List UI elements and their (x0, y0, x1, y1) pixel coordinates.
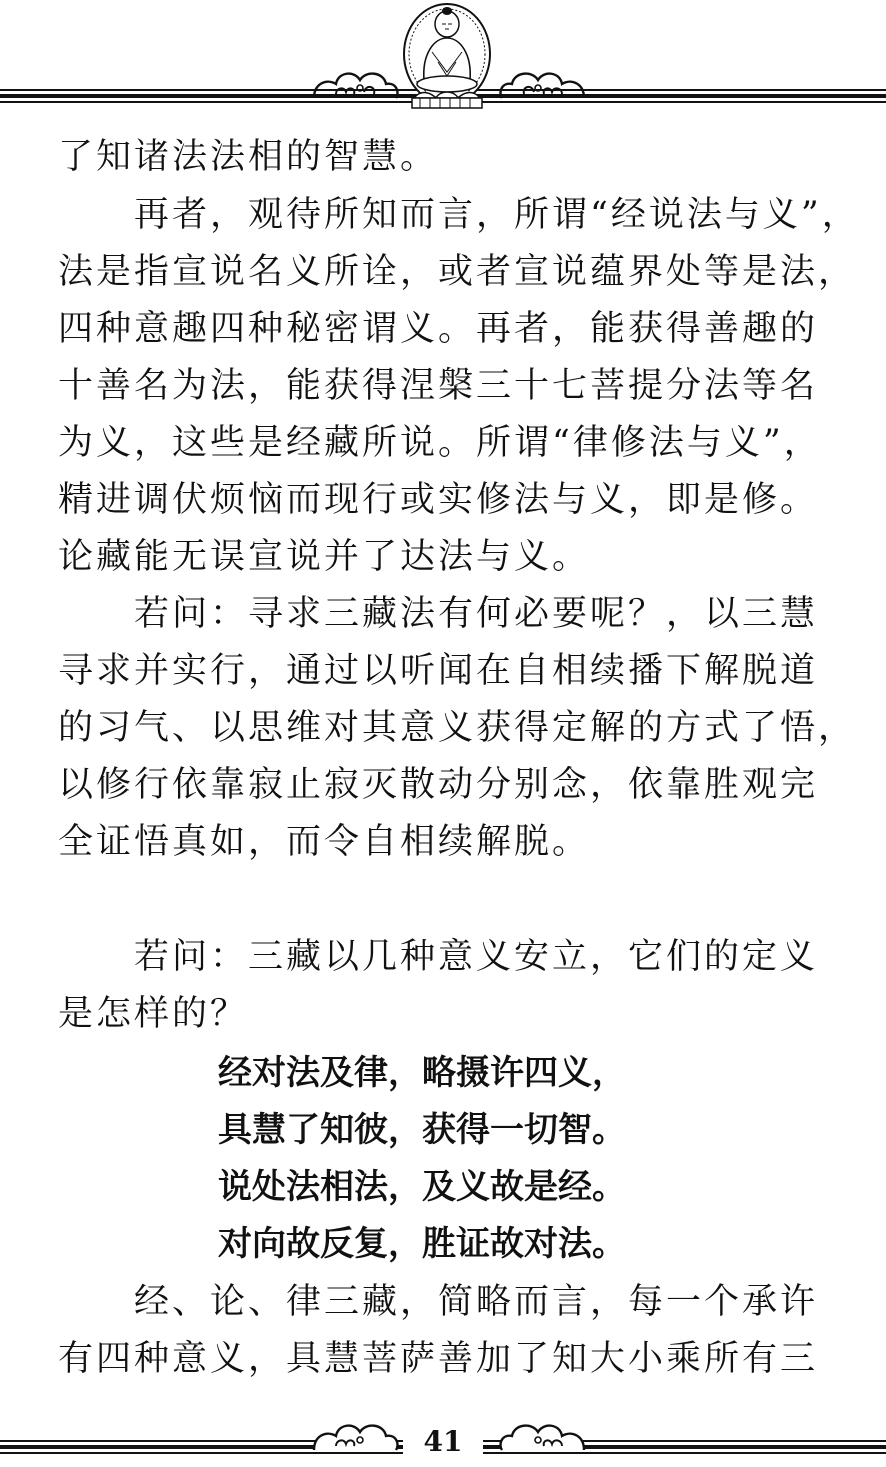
text-line: 了知诸法法相的智慧。 (58, 137, 439, 177)
text-line: 论藏能无误宣说并了达法与义。 (58, 537, 591, 577)
text-line: 四种意趣四种秘密谓义。再者，能获得善趣的 (58, 309, 819, 349)
verse-line: 说处法相法，及义故是经。 (218, 1167, 626, 1207)
cloud-ornament-icon (310, 64, 402, 104)
cloud-ornament-icon (496, 1416, 588, 1456)
text-line: 为义，这些是经藏所说。所谓“律修法与义”， (58, 423, 822, 463)
buddha-icon (402, 2, 492, 110)
text-line: 以修行依靠寂止寂灭散动分别念，依靠胜观完 (58, 765, 819, 805)
text-line: 有四种意义，具慧菩萨善加了知大小乘所有三 (58, 1339, 819, 1379)
text-line: 是怎样的？ (58, 994, 249, 1034)
text-line: 再者，观待所知而言，所谓“经说法与义”， (134, 195, 860, 235)
verse-line: 对向故反复，胜证故对法。 (218, 1224, 626, 1264)
text-line: 精进调伏烦恼而现行或实修法与义，即是修。 (58, 480, 819, 520)
cloud-ornament-icon (496, 64, 588, 104)
text-line: 寻求并实行，通过以听闻在自相续播下解脱道 (58, 651, 819, 691)
text-line: 法是指宣说名义所诠，或者宣说蕴界处等是法， (58, 252, 857, 292)
verse-line: 具慧了知彼，获得一切智。 (218, 1110, 626, 1150)
page-number: 41 (403, 1424, 483, 1460)
text-line: 全证悟真如，而令自相续解脱。 (58, 822, 591, 862)
verse-line: 经对法及律，略摄许四义， (218, 1053, 626, 1093)
text-line: 若问：三藏以几种意义安立，它们的定义 (134, 937, 819, 977)
text-line: 十善名为法，能获得涅槃三十七菩提分法等名 (58, 366, 819, 406)
text-line: 若问：寻求三藏法有何必要呢？，以三慧 (134, 594, 819, 634)
cloud-ornament-icon (310, 1416, 402, 1456)
text-line: 的习气、以思维对其意义获得定解的方式了悟， (58, 708, 857, 748)
text-line: 经、论、律三藏，简略而言，每一个承许 (134, 1282, 819, 1322)
